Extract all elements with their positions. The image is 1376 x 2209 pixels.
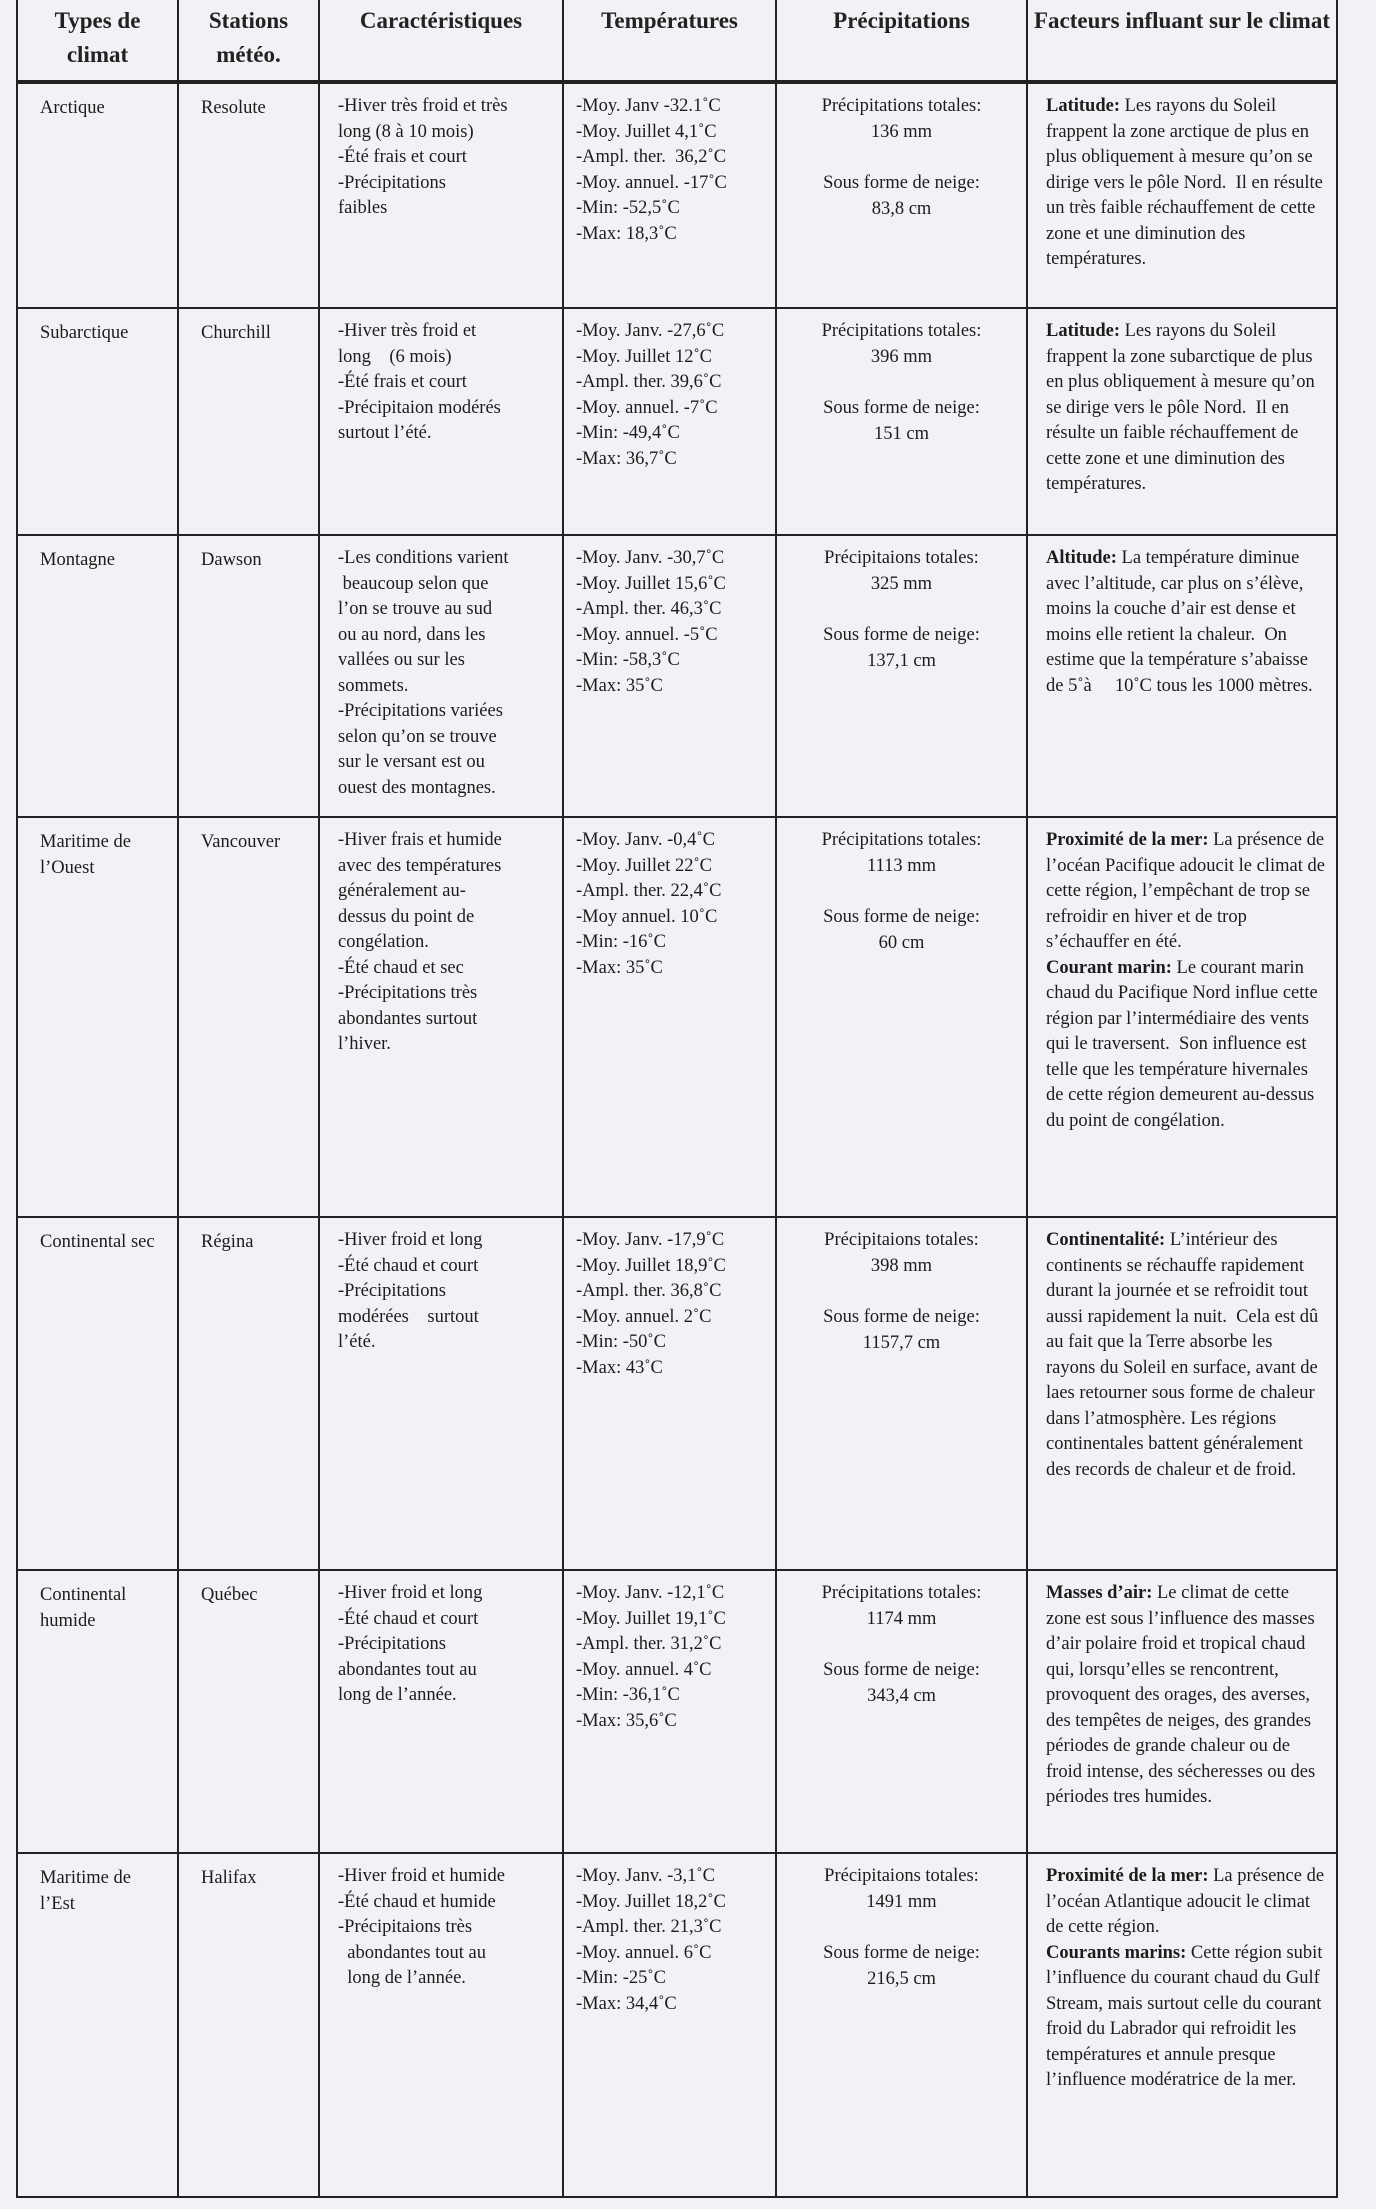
factor-heading: Proximité de la mer: (1046, 830, 1209, 850)
factors-cell (1027, 535, 1337, 817)
precip-total-value: 136 mm (870, 121, 933, 142)
factor-heading: Masses d’air: (1046, 1583, 1153, 1603)
station-name: Churchill (201, 323, 271, 343)
characteristic-line: vallées ou sur les (338, 650, 465, 670)
station-name: Régina (201, 1232, 254, 1252)
temperature-line: -Moy. Janv. -12,1˚C (576, 1583, 725, 1603)
temperature-line: -Moy. annuel. 2˚C (576, 1306, 712, 1327)
snow-value: 1157,7 cm (862, 1332, 941, 1353)
temperature-line: -Moy. annuel. -5˚C (576, 624, 718, 645)
temperatures-cell (563, 82, 776, 308)
factor-paragraph (1046, 1228, 1326, 1483)
characteristics-cell (319, 1570, 563, 1853)
station-cell (178, 1853, 319, 2197)
spacer (783, 597, 1020, 623)
station-name: Vancouver (201, 832, 281, 852)
precipitation-cell (776, 1853, 1027, 2197)
factors-cell (1027, 817, 1337, 1217)
precip-total-label: Précipitaions totales: (824, 548, 979, 568)
characteristic-line: dessus du point de (338, 906, 475, 927)
temperature-line: -Moy. Janv. -27,6˚C (576, 321, 725, 341)
snow-label: Sous forme de neige: (823, 1660, 980, 1680)
characteristic-line: -Été chaud et court (338, 1255, 479, 1276)
temperature-line: -Min: -50˚C (576, 1332, 666, 1352)
temperatures-cell (563, 1570, 776, 1853)
characteristic-line: abondantes surtout (338, 1008, 478, 1029)
precipitation-cell (776, 1217, 1027, 1570)
temperature-line: -Min: -25˚C (576, 1968, 666, 1988)
header-temperatures: Températures (563, 0, 776, 82)
characteristic-line: -Précipitations très (338, 983, 478, 1003)
characteristics-cell (319, 82, 563, 308)
factor-text: La présence de l’océan Pacifique adoucit le climat de cette région, l’empêchant de trop se refroidir en hiver et de trop s’échauffer en été. (1046, 830, 1330, 952)
factor-paragraph (1046, 1581, 1326, 1811)
factor-text: Les rayons du Soleil frappent la zone arctique de plus en plus obliquement à mesure qu’on se dirige vers le pôle Nord. Il en résulte un très faible réchauffement de cette zone et une diminution des températures. (1046, 96, 1328, 269)
characteristic-line: l’été. (338, 1332, 376, 1352)
temperature-line: -Max: 35˚C (576, 675, 663, 696)
precip-total-label: Précipitations totales: (821, 321, 982, 341)
header-characteristics: Caractéristiques (319, 0, 563, 82)
temperature-line: -Moy. annuel. -17˚C (576, 172, 727, 193)
header-precipitation: Précipitations (776, 0, 1027, 82)
characteristic-line: -Hiver très froid et (338, 321, 477, 341)
table-row (17, 308, 1337, 535)
temperature-line: -Max: 18,3˚C (576, 223, 677, 244)
characteristics-cell (319, 308, 563, 535)
spacer (783, 1915, 1020, 1941)
station-cell (178, 82, 319, 308)
precipitation-cell (776, 817, 1027, 1217)
characteristic-line: abondantes tout au (338, 1659, 477, 1680)
temperature-line: -Min: -49,4˚C (576, 423, 680, 443)
climate-type-cell (17, 817, 178, 1217)
table-row (17, 535, 1337, 817)
snow-label: Sous forme de neige: (823, 173, 980, 193)
climate-type: Continental sec (40, 1232, 155, 1252)
temperature-line: -Max: 35,6˚C (576, 1710, 677, 1731)
characteristic-line: sur le versant est ou (338, 752, 485, 772)
factor-text: Les rayons du Soleil frappent la zone subarctique de plus en plus obliquement à mesure qu’on se dirige vers le pôle Nord. Il en résulte un faible réchauffement de cette zone et une diminution des températures. (1046, 321, 1320, 494)
characteristic-line: -Été frais et court (338, 372, 467, 392)
temperature-line: -Moy. Janv. -3,1˚C (576, 1866, 715, 1886)
characteristic-line: -Les conditions varient (338, 548, 509, 568)
factor-paragraph (1046, 319, 1326, 498)
snow-value: 151 cm (874, 423, 929, 444)
table-row (17, 1217, 1337, 1570)
climate-type-cell (17, 535, 178, 817)
factor-heading: Altitude: (1046, 548, 1117, 568)
climate-type-cell (17, 82, 178, 308)
snow-label: Sous forme de neige: (823, 907, 980, 927)
factor-paragraph (1046, 956, 1326, 1135)
characteristic-line: abondantes tout au (338, 1942, 486, 1963)
characteristic-line: l’on se trouve au sud (338, 599, 493, 619)
factor-text: Le climat de cette zone est sous l’influence des masses d’air polaire froid et tropical chaud qui, lorsqu’elles se rencontrent, provoquent des orages, des averses, des tempêtes de neiges, des grandes périodes de grande chaleur ou de froid intense, des sécheresses ou des périodes tres humides. (1046, 1583, 1320, 1807)
characteristic-line: généralement au- (338, 881, 466, 901)
characteristics-cell (319, 535, 563, 817)
snow-label: Sous forme de neige: (823, 1943, 980, 1963)
temperature-line: -Ampl. ther. 36,8˚C (576, 1281, 722, 1301)
temperature-line: -Moy. Juillet 4,1˚C (576, 121, 717, 142)
snow-label: Sous forme de neige: (823, 1307, 980, 1327)
temperature-line: -Min: -16˚C (576, 932, 666, 952)
characteristic-line: -Précipitaion modérés (338, 397, 501, 418)
climate-table (16, 0, 1338, 2198)
temperatures-cell (563, 535, 776, 817)
characteristic-line: long de l’année. (338, 1685, 457, 1705)
temperature-line: -Moy. Janv. -30,7˚C (576, 548, 725, 568)
factor-heading: Courant marin: (1046, 957, 1172, 978)
characteristic-line: -Précipitations (338, 172, 446, 193)
station-cell (178, 1570, 319, 1853)
factors-cell (1027, 1853, 1337, 2197)
characteristic-line: -Hiver froid et humide (338, 1866, 505, 1886)
spacer (783, 1632, 1020, 1658)
characteristic-line: -Été chaud et sec (338, 957, 464, 978)
spacer (783, 145, 1020, 171)
temperature-line: -Min: -52,5˚C (576, 198, 680, 218)
temperature-line: -Moy. Janv -32.1˚C (576, 96, 721, 116)
characteristics-cell (319, 817, 563, 1217)
factors-cell (1027, 308, 1337, 535)
header-factors: Facteurs influant sur le climat (1027, 0, 1337, 82)
characteristic-line: long (8 à 10 mois) (338, 121, 474, 142)
station-cell (178, 535, 319, 817)
temperature-line: -Moy. Juillet 12˚C (576, 346, 713, 367)
characteristic-line: -Hiver très froid et très (338, 96, 508, 116)
factor-text: Le courant marin chaud du Pacifique Nord influe cette région par l’intermédiaire des vents qui le traversent. Son influence est telle que les température hivernales de cette région demeurent au-dessus du point de congélation. (1046, 957, 1323, 1131)
factor-paragraph (1046, 546, 1326, 699)
precip-total-value: 396 mm (870, 346, 933, 367)
precipitation-cell (776, 308, 1027, 535)
temperature-line: -Moy. Juillet 18,2˚C (576, 1891, 726, 1912)
temperature-line: -Moy. Juillet 18,9˚C (576, 1255, 726, 1276)
precip-total-value: 398 mm (870, 1255, 933, 1276)
station-name: Resolute (201, 98, 266, 118)
snow-label: Sous forme de neige: (823, 398, 980, 418)
header-climate-type: Types de climat (17, 0, 178, 82)
characteristic-line: modérées surtout (338, 1306, 479, 1327)
characteristic-line: -Été frais et court (338, 147, 467, 167)
factors-cell (1027, 82, 1337, 308)
climate-type: Montagne (40, 550, 116, 570)
snow-value: 137,1 cm (867, 650, 936, 671)
factor-paragraph (1046, 828, 1330, 956)
spacer (783, 370, 1020, 396)
factor-text: L’intérieur des continents se réchauffe rapidement durant la journée et se refroidit tout aussi rapidement la nuit. Cela est dû au fait que la Terre absorbe les rayons du Soleil en surface, avant de laes retourner sous forme de chaleur dans l’atmosphère. Les régions continentales battent généralement des records de chaleur et de froid. (1046, 1230, 1323, 1480)
temperatures-cell (563, 308, 776, 535)
station-name: Halifax (201, 1868, 257, 1888)
temperature-line: -Max: 36,7˚C (576, 448, 677, 469)
temperature-line: -Ampl. ther. 22,4˚C (576, 881, 722, 901)
characteristic-line: sommets. (338, 675, 409, 696)
table-row (17, 82, 1337, 308)
climate-type: Arctique (40, 98, 105, 118)
table-row (17, 817, 1337, 1217)
climate-type-cell (17, 1570, 178, 1853)
climate-type: Maritime de l’Est (40, 1868, 131, 1914)
factor-paragraph (1046, 1864, 1329, 1941)
characteristic-line: ouest des montagnes. (338, 777, 496, 798)
factor-text: La température diminue avec l’altitude, car plus on s’élève, moins la couche d’air est dense et moins elle retient la chaleur. On estime que la température s’abaisse de 5˚à 10˚C tous les 1000 mètres. (1046, 548, 1313, 696)
precip-total-label: Précipitations totales: (821, 1583, 982, 1603)
temperature-line: -Moy. Janv. -0,4˚C (576, 830, 715, 850)
characteristic-line: selon qu’on se trouve (338, 726, 497, 747)
snow-value: 83,8 cm (871, 198, 932, 219)
table-body (17, 82, 1337, 2197)
spacer (783, 1279, 1020, 1305)
temperature-line: -Moy. annuel. 6˚C (576, 1942, 712, 1963)
precip-total-label: Précipitations totales: (821, 830, 982, 850)
factors-cell (1027, 1217, 1337, 1570)
factor-heading: Latitude: (1046, 321, 1120, 341)
factor-heading: Proximité de la mer: (1046, 1866, 1209, 1886)
climate-type-cell (17, 308, 178, 535)
spacer (783, 879, 1020, 905)
temperature-line: -Max: 35˚C (576, 957, 663, 978)
characteristic-line: -Hiver froid et long (338, 1583, 483, 1603)
station-cell (178, 817, 319, 1217)
characteristic-line: -Précipitations (338, 1634, 446, 1654)
climate-type-cell (17, 1853, 178, 2197)
snow-value: 216,5 cm (867, 1968, 936, 1989)
climate-type: Continental humide (40, 1585, 127, 1631)
characteristic-line: -Été chaud et humide (338, 1891, 496, 1912)
snow-value: 60 cm (878, 932, 925, 953)
characteristic-line: -Été chaud et court (338, 1608, 479, 1629)
station-cell (178, 1217, 319, 1570)
temperature-line: -Moy annuel. 10˚C (576, 906, 718, 927)
precip-total-value: 1174 mm (866, 1608, 937, 1629)
characteristics-cell (319, 1853, 563, 2197)
characteristic-line: beaucoup selon que (338, 573, 489, 594)
snow-label: Sous forme de neige: (823, 625, 980, 645)
precip-total-label: Précipitaions totales: (824, 1866, 979, 1886)
station-name: Dawson (201, 550, 262, 570)
precip-total-value: 325 mm (870, 573, 933, 594)
characteristic-line: congélation. (338, 932, 429, 952)
factor-heading: Courants marins: (1046, 1942, 1187, 1963)
temperature-line: -Min: -58,3˚C (576, 650, 680, 670)
precipitation-cell (776, 82, 1027, 308)
temperature-line: -Ampl. ther. 46,3˚C (576, 599, 722, 619)
characteristic-line: faibles (338, 198, 388, 218)
precip-total-label: Précipitations totales: (821, 96, 982, 116)
characteristic-line: -Précipitations variées (338, 701, 503, 721)
characteristic-line: -Hiver froid et long (338, 1230, 483, 1250)
characteristic-line: l’hiver. (338, 1034, 391, 1054)
precipitation-cell (776, 535, 1027, 817)
header-row (17, 0, 1337, 82)
factor-paragraph (1046, 1941, 1326, 2094)
factor-text: La présence de l’océan Atlantique adoucit le climat de cette région. (1046, 1866, 1329, 1937)
precip-total-label: Précipitaions totales: (824, 1230, 979, 1250)
temperatures-cell (563, 1217, 776, 1570)
climate-document (16, 0, 1336, 2198)
snow-value: 343,4 cm (867, 1685, 936, 1706)
characteristic-line: ou au nord, dans les (338, 624, 486, 645)
factors-cell (1027, 1570, 1337, 1853)
precip-total-value: 1491 mm (866, 1891, 937, 1912)
characteristic-line: -Hiver frais et humide (338, 830, 502, 850)
climate-type: Maritime de l’Ouest (40, 832, 131, 878)
table-row (17, 1570, 1337, 1853)
factor-paragraph (1046, 94, 1326, 273)
characteristic-line: long de l’année. (338, 1968, 466, 1988)
temperatures-cell (563, 1853, 776, 2197)
precipitation-cell (776, 1570, 1027, 1853)
temperature-line: -Max: 34,4˚C (576, 1993, 677, 2014)
temperatures-cell (563, 817, 776, 1217)
temperature-line: -Moy. Juillet 19,1˚C (576, 1608, 726, 1629)
table-row (17, 1853, 1337, 2197)
temperature-line: -Max: 43˚C (576, 1357, 663, 1378)
characteristic-line: -Précipitaions très (338, 1917, 473, 1937)
characteristics-cell (319, 1217, 563, 1570)
header-station: Stations météo. (178, 0, 319, 82)
station-cell (178, 308, 319, 535)
temperature-line: -Min: -36,1˚C (576, 1685, 680, 1705)
characteristic-line: surtout l’été. (338, 423, 432, 443)
temperature-line: -Moy. annuel. -7˚C (576, 397, 718, 418)
precip-total-value: 1113 mm (866, 855, 937, 876)
factor-text: Cette région subit l’influence du courant chaud du Gulf Stream, mais surtout celle du courant froid du Labrador qui refroidit les températures et annule presque l’influence modératrice de la mer. (1046, 1942, 1328, 2090)
temperature-line: -Ampl. ther. 31,2˚C (576, 1634, 722, 1654)
temperature-line: -Ampl. ther. 39,6˚C (576, 372, 722, 392)
factor-heading: Latitude: (1046, 96, 1120, 116)
temperature-line: -Ampl. ther. 36,2˚C (576, 147, 727, 167)
climate-type: Subarctique (40, 323, 129, 343)
climate-type-cell (17, 1217, 178, 1570)
temperature-line: -Moy. Juillet 15,6˚C (576, 573, 726, 594)
temperature-line: -Moy. annuel. 4˚C (576, 1659, 712, 1680)
temperature-line: -Moy. Juillet 22˚C (576, 855, 713, 876)
characteristic-line: long (6 mois) (338, 346, 452, 367)
factor-heading: Continentalité: (1046, 1230, 1166, 1250)
characteristic-line: -Précipitations (338, 1281, 446, 1301)
station-name: Québec (201, 1585, 258, 1605)
characteristic-line: avec des températures (338, 855, 502, 876)
temperature-line: -Moy. Janv. -17,9˚C (576, 1230, 725, 1250)
temperature-line: -Ampl. ther. 21,3˚C (576, 1917, 722, 1937)
